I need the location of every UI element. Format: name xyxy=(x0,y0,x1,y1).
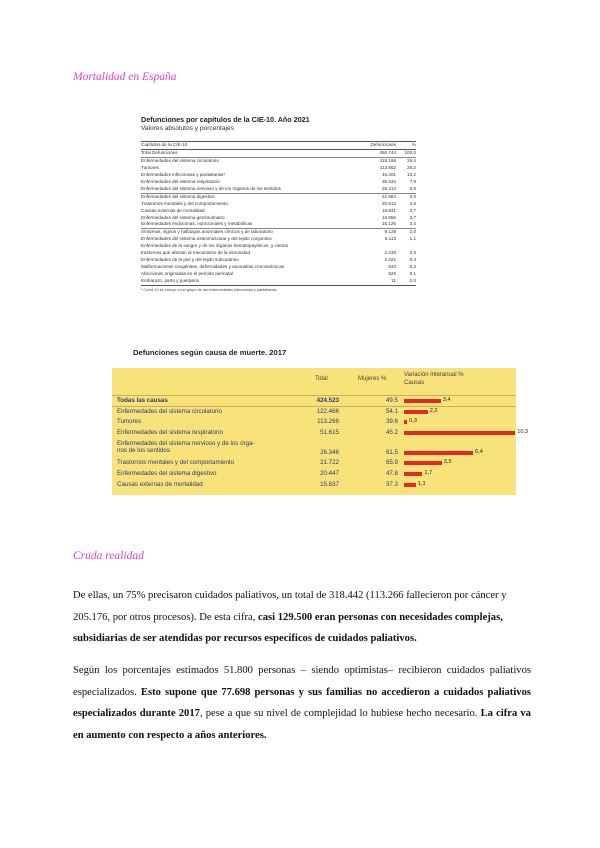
table-row xyxy=(141,278,416,285)
total-value: 122.466 xyxy=(316,408,339,415)
table-cell: 26,4 xyxy=(396,157,416,164)
cause-label-line: Enfermedades del sistema nervioso y de los órga- xyxy=(117,440,255,447)
cie10-table-title: Defunciones por capítulos de la CIE-10. Año 2021 xyxy=(141,115,310,124)
table-row xyxy=(141,193,416,200)
table-cell: Malformaciones congénitas, deformidades y anomalías cromosómicas xyxy=(141,264,285,270)
table-cell xyxy=(396,243,416,250)
table-cell: Total Defunciones xyxy=(141,149,178,155)
table-cell: Enfermedades de la piel y del tejido subcutáneo xyxy=(141,257,239,263)
variation-bar xyxy=(404,472,422,476)
table-cell: 5.113 xyxy=(384,236,396,242)
table-cell: 525 xyxy=(388,271,396,277)
cause-label-line: nos de los sentidos xyxy=(117,447,170,454)
table-row xyxy=(141,229,416,236)
table-cell: 9.129 xyxy=(356,229,396,236)
table-cell: 5,0 xyxy=(396,193,416,200)
variation-bar xyxy=(404,461,442,465)
table-cell: Enfermedades del sistema genitourinario xyxy=(141,214,225,220)
table-cell: 0,5 xyxy=(409,250,416,256)
cie10-table-subtitle: Valores absolutos y porcentajes xyxy=(141,125,234,132)
table-row xyxy=(112,429,529,438)
table-row xyxy=(141,221,416,228)
total-value: 15.837 xyxy=(320,481,339,488)
table-cell: 25,2 xyxy=(407,164,416,170)
table-cell: 10,2 xyxy=(407,171,416,177)
total-value: 424.523 xyxy=(316,397,339,404)
table-cell: 2,0 xyxy=(396,229,416,236)
table-row xyxy=(141,257,416,264)
mujeres-value: 37.3 xyxy=(385,481,398,488)
variation-bar xyxy=(404,431,515,435)
cause-label xyxy=(117,418,287,425)
table-row xyxy=(112,418,516,427)
paragraph-2 xyxy=(73,660,531,746)
table-row xyxy=(141,201,416,208)
cause-label-line: Trastornos mentales y del comportamiento xyxy=(117,459,235,466)
table-row xyxy=(141,186,416,193)
table-row xyxy=(141,215,416,222)
mujeres-value: 47.8 xyxy=(385,470,398,477)
cause-label xyxy=(117,397,287,404)
mujeres-value: 61.5 xyxy=(385,449,398,456)
mujeres-value: 39.6 xyxy=(385,418,398,425)
bold-text: La cifra va en aumento con respecto a años anteriores. xyxy=(73,708,531,741)
table-cell: 3,4 xyxy=(409,221,416,227)
col-header: % xyxy=(396,142,416,150)
variation-label: 3,4 xyxy=(442,397,451,403)
mujeres-value: 65.9 xyxy=(385,459,398,466)
col-header: Defunciones xyxy=(356,142,396,150)
text: Según los porcentajes estimados 51.800 personas – siendo optimistas– recibieron cuidados paliativos especializados. xyxy=(73,665,531,698)
table-cell: Enfermedades del sistema digestivo xyxy=(141,193,356,200)
section-heading-mortalidad: Mortalidad en España xyxy=(73,71,177,83)
table-cell: 119.196 xyxy=(356,157,396,164)
col-header-variacion: Variación interanual % xyxy=(404,372,464,378)
col-header-causas: Causas xyxy=(404,380,425,386)
table-cell: 20.513 xyxy=(381,200,396,206)
table-cell: Enfermedades del sistema respiratorio xyxy=(141,178,220,184)
table-row xyxy=(112,397,516,407)
table-cell: Enfermedades endocrinas, nutricionales y metabólicas xyxy=(141,221,253,227)
table-cell: 0,2 xyxy=(409,264,416,270)
total-value: 26.346 xyxy=(320,449,339,456)
cause-label-line: Enfermedades del sistema respiratorio xyxy=(117,429,223,436)
variation-label: 6,4 xyxy=(475,449,483,455)
table-cell: 15.126 xyxy=(381,221,396,227)
table-row xyxy=(112,459,516,468)
text: De ellas, un 75% precisaron cuidados paliativos, un total de 318.442 (113.266 fallecieron por cáncer y 205.176, por otros procesos). De esta cifra, xyxy=(73,590,507,623)
bold-text: Esto supone que 77.698 personas y sus familias no accedieron a cuidados paliativos especializados durante 2017 xyxy=(73,686,531,719)
table-cell: 0,4 xyxy=(409,257,416,263)
table-row xyxy=(141,264,416,271)
table-header xyxy=(112,368,516,396)
cie10-table-figure xyxy=(141,115,431,292)
cause-label xyxy=(117,440,287,454)
table-row xyxy=(141,250,416,257)
table-cell: Síntomas, signos y hallazgos anormales clínicos y de laboratorio xyxy=(141,229,356,236)
table-row xyxy=(141,208,416,215)
total-value: 51.615 xyxy=(320,429,339,436)
cause-label xyxy=(117,429,287,436)
col-header-total: Total xyxy=(315,376,328,382)
variation-bar xyxy=(404,410,428,414)
total-value: 21.722 xyxy=(320,459,339,466)
cie10-table xyxy=(141,141,416,286)
table-header-row xyxy=(141,142,416,150)
variation-bar xyxy=(404,420,407,424)
table-cell: Trastornos mentales y del comportamiento xyxy=(141,200,228,206)
variation-bar xyxy=(404,451,473,455)
table-row xyxy=(141,149,416,157)
table-cell: 1,1 xyxy=(409,236,416,242)
cause-label xyxy=(117,408,287,415)
table-cell xyxy=(356,243,396,250)
mujeres-value: 54.1 xyxy=(385,408,398,415)
table-row xyxy=(141,165,416,172)
table-row xyxy=(112,481,516,490)
variation-bar xyxy=(404,483,416,487)
cie10-footnote: ¹ Covid-19 se incluye en el grupo de las enfermedades infecciosas y parasitarias xyxy=(141,288,277,293)
table-row xyxy=(141,172,416,179)
text: , pese a que su nivel de complejidad lo hubiese hecho necesario. xyxy=(199,708,481,719)
total-value: 20.447 xyxy=(320,470,339,477)
table-cell: Enfermedades del sistema nervioso y de los órganos de los sentidos xyxy=(141,185,281,191)
table-cell: 11 xyxy=(356,278,396,285)
table-row xyxy=(141,243,416,250)
table-cell: 450.744 xyxy=(379,149,396,155)
cause-label-line: Enfermedades del sistema circulatorio xyxy=(117,408,222,415)
cause-label-line: Tumores xyxy=(117,418,142,425)
variation-label: 0,3 xyxy=(409,418,418,424)
col-header-mujeres: Mujeres % xyxy=(358,376,387,382)
table-cell: 4,6 xyxy=(409,200,416,206)
table-cell: 35.534 xyxy=(381,178,396,184)
cause-label xyxy=(117,470,287,477)
table-cell: 113.662 xyxy=(379,164,396,170)
table-cell: trastornos que afectan al mecanismo de la inmunidad xyxy=(141,250,251,256)
table-row xyxy=(112,408,516,417)
cause-label-line: Causas externas de mortalidad xyxy=(117,481,203,488)
section-heading-cruda-realidad: Cruda realidad xyxy=(73,550,144,562)
table-cell: 0,1 xyxy=(409,271,416,277)
table-row xyxy=(141,157,416,164)
table-cell: Enfermedades infecciosas y parasitarias¹ xyxy=(141,171,226,177)
col-header: Capítulos de la CIE-10 xyxy=(141,142,356,150)
causes-table xyxy=(112,368,529,495)
table-cell: 533 xyxy=(388,264,396,270)
cause-label xyxy=(117,481,287,488)
mujeres-value: 49.5 xyxy=(385,397,398,404)
mujeres-value: 45.2 xyxy=(385,429,398,436)
table-cell: Embarazo, parto y puerperio xyxy=(141,278,356,285)
cause-label-line: Enfermedades del sistema digestivo xyxy=(117,470,217,477)
table-cell: Afecciones originadas en el período perinatal xyxy=(141,271,233,277)
bold-text: casi 129.500 eran personas con necesidades complejas, subsidiarias de ser atendidas por recursos específicos de cuidados paliativos. xyxy=(73,611,503,644)
table-cell: 16.656 xyxy=(381,214,396,220)
variation-label: 1,1 xyxy=(417,481,426,487)
table-cell: 2.235 xyxy=(384,250,396,256)
table-row xyxy=(112,440,516,457)
table-cell: Enfermedades del sistema circulatorio xyxy=(141,157,356,164)
table-row xyxy=(141,179,416,186)
causes-table-title: Defunciones según causa de muerte. 2017 xyxy=(133,348,287,357)
table-cell: 0,0 xyxy=(396,278,416,285)
variation-label: 10,3 xyxy=(517,429,529,435)
variation-label: 2,2 xyxy=(429,408,438,414)
table-row xyxy=(141,271,416,278)
table-cell: Enfermedades de la sangre y de los órganos hematopoyéticos, y ciertos xyxy=(141,243,289,249)
variation-label: 3,5 xyxy=(443,459,452,465)
paragraph-1 xyxy=(73,585,531,650)
table-cell: 16.831 xyxy=(381,207,396,213)
cause-label xyxy=(117,459,287,466)
table-cell: 100,0 xyxy=(404,149,416,155)
table-cell: 22.583 xyxy=(356,193,396,200)
variation-bar xyxy=(404,399,441,403)
variation-label: 1,7 xyxy=(424,470,433,476)
total-value: 113.266 xyxy=(317,418,339,425)
table-cell: 46.201 xyxy=(381,171,396,177)
table-cell: 5,6 xyxy=(409,185,416,191)
cause-label-line: Todas las causas xyxy=(117,397,168,404)
table-row xyxy=(112,470,516,479)
table-cell: Causas externas de mortalidad xyxy=(141,207,205,213)
table-cell: 2.021 xyxy=(384,257,396,263)
table-row xyxy=(141,236,416,243)
table-cell: 7,9 xyxy=(409,178,416,184)
table-cell: Enfermedades del sistema osteomuscular y del tejido conjuntivo xyxy=(141,236,272,242)
table-cell: 3,7 xyxy=(409,207,416,213)
table-cell: Tumores xyxy=(141,164,159,170)
table-cell: 25.214 xyxy=(381,185,396,191)
table-cell: 3,7 xyxy=(409,214,416,220)
